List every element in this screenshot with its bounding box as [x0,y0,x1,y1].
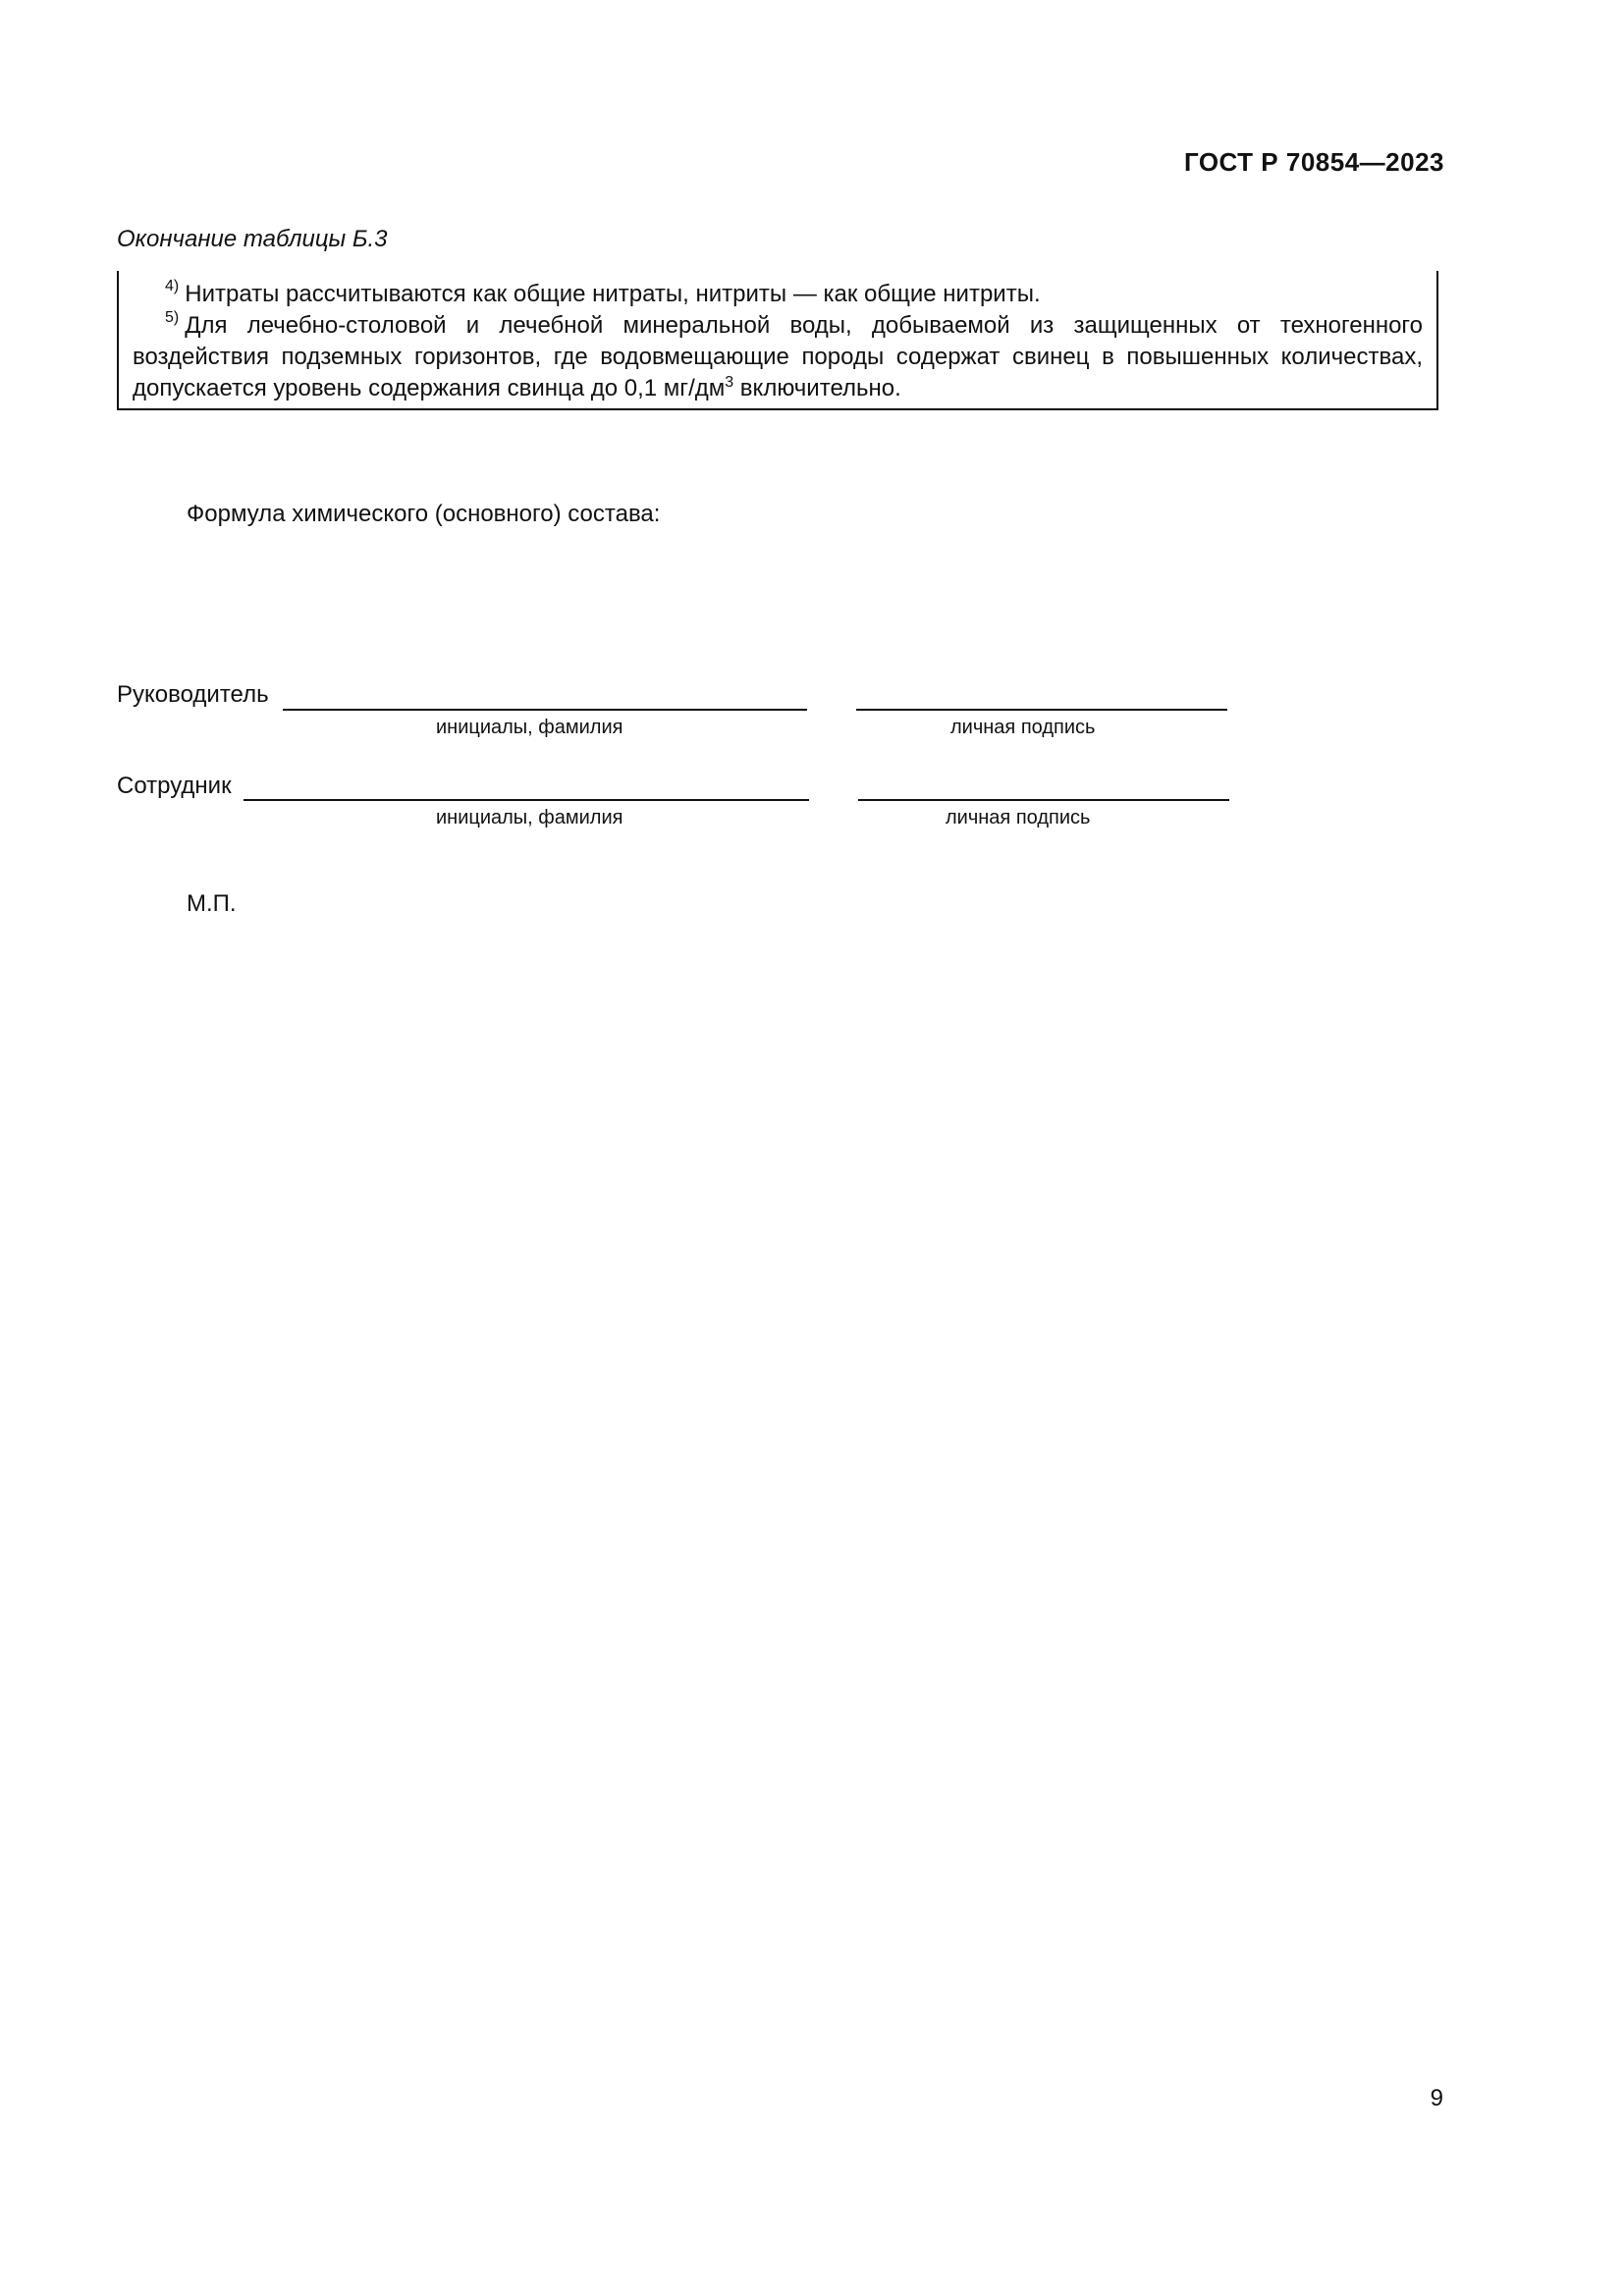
footnote-5 [133,310,1423,404]
signature-line-employee[interactable] [858,799,1229,801]
table-caption: Окончание таблицы Б.3 [117,226,388,252]
table-footnotes-box [117,271,1438,410]
page-number: 9 [1430,2085,1443,2111]
signature-label-employee: Сотрудник [117,773,232,799]
superscript-unit: 3 [725,374,734,391]
signature-label-head: Руководитель [117,681,269,708]
footnote-marker: 4) [165,278,180,294]
sign-caption-employee: личная подпись [946,807,1091,828]
stamp-label: М.П. [187,890,237,917]
document-header: ГОСТ Р 70854—2023 [1183,147,1444,177]
name-line-employee[interactable] [244,799,809,801]
name-caption-head: инициалы, фамилия [436,717,623,738]
footnote-4 [133,279,1423,310]
footnote-text-end: включительно. [733,375,901,401]
footnote-text: Для лечебно-столовой и лечебной минеральной воды, добываемой из защищенных от техногенного воздействия подземных горизонтов, где водовмещающие породы содержат свинец в повышенных количествах, допускается уровень содержания свинца до 0,1 мг/дм [133,312,1423,401]
name-line-head[interactable] [283,709,807,711]
footnote-marker: 5) [165,309,180,326]
name-caption-employee: инициалы, фамилия [436,807,623,828]
sign-caption-head: личная подпись [950,717,1096,738]
formula-label: Формула химического (основного) состава: [187,501,661,527]
signature-line-head[interactable] [856,709,1227,711]
footnote-text: Нитраты рассчитываются как общие нитраты, нитриты — как общие нитриты. [185,281,1041,307]
